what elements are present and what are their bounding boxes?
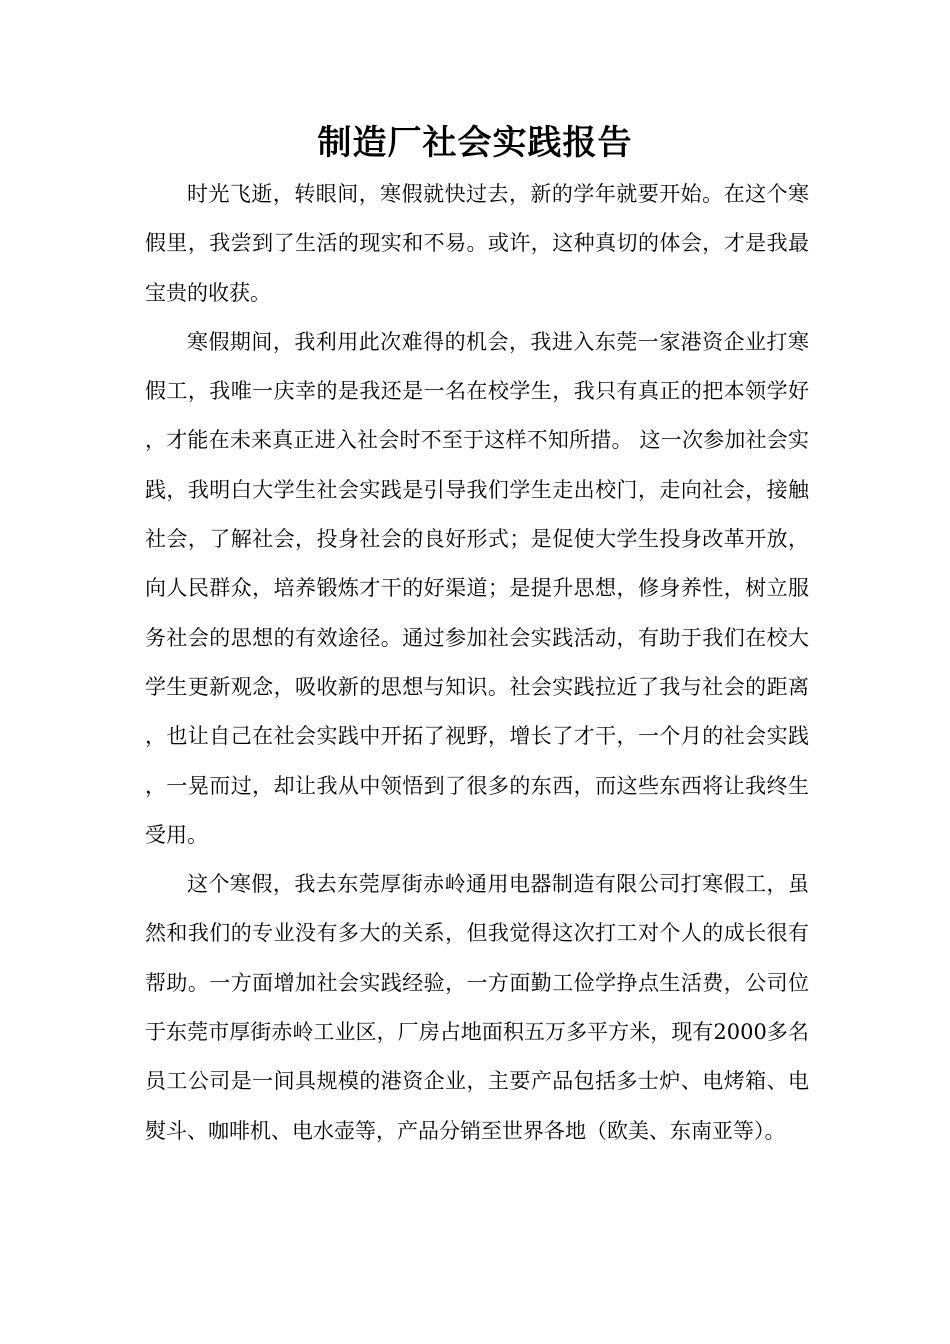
paragraph-2: 寒假期间，我利用此次难得的机会，我进入东莞一家港资企业打寒假工，我唯一庆幸的是我还是一名在校学生，我只有真正的把本领学好，才能在未来真正进入社会时不至于这样不知所措。 这一次参加社会实践，我明白大学生社会实践是引导我们学生走出校门，走向社会，接触社会，了解社会，投身社会的良好形式；是促使大学生投身改革开放，向人民群众，培养锻炼才干的好渠道；是提升思想，修身养性，树立服务社会的思想的有效途径。通过参加社会实践活动，有助于我们在校大学生更新观念，吸收新的思想与知识。社会实践拉近了我与社会的距离，也让自己在社会实践中开拓了视野，增长了才干，一个月的社会实践，一晃而过，却让我从中领悟到了很多的东西，而这些东西将让我终生受用。 (145, 329, 809, 847)
document-body (145, 170, 809, 1156)
document-title: 制造厂社会实践报告 (317, 123, 633, 163)
paragraph-1: 时光飞逝，转眼间，寒假就快过去，新的学年就要开始。在这个寒假里，我尝到了生活的现实和不易。或许，这种真切的体会，才是我最宝贵的收获。 (145, 182, 809, 305)
paragraph-3: 这个寒假，我去东莞厚街赤岭通用电器制造有限公司打寒假工，虽然和我们的专业没有多大的关系，但我觉得这次打工对个人的成长很有帮助。一方面增加社会实践经验，一方面勤工俭学挣点生活费，公司位于东莞市厚街赤岭工业区，厂房占地面积五万多平方米，现有2000多名员工公司是一间具规模的港资企业，主要产品包括多士炉、电烤箱、电熨斗、咖啡机、电水壶等，产品分销至世界各地（欧美、东南亚等）。 (145, 872, 809, 1143)
